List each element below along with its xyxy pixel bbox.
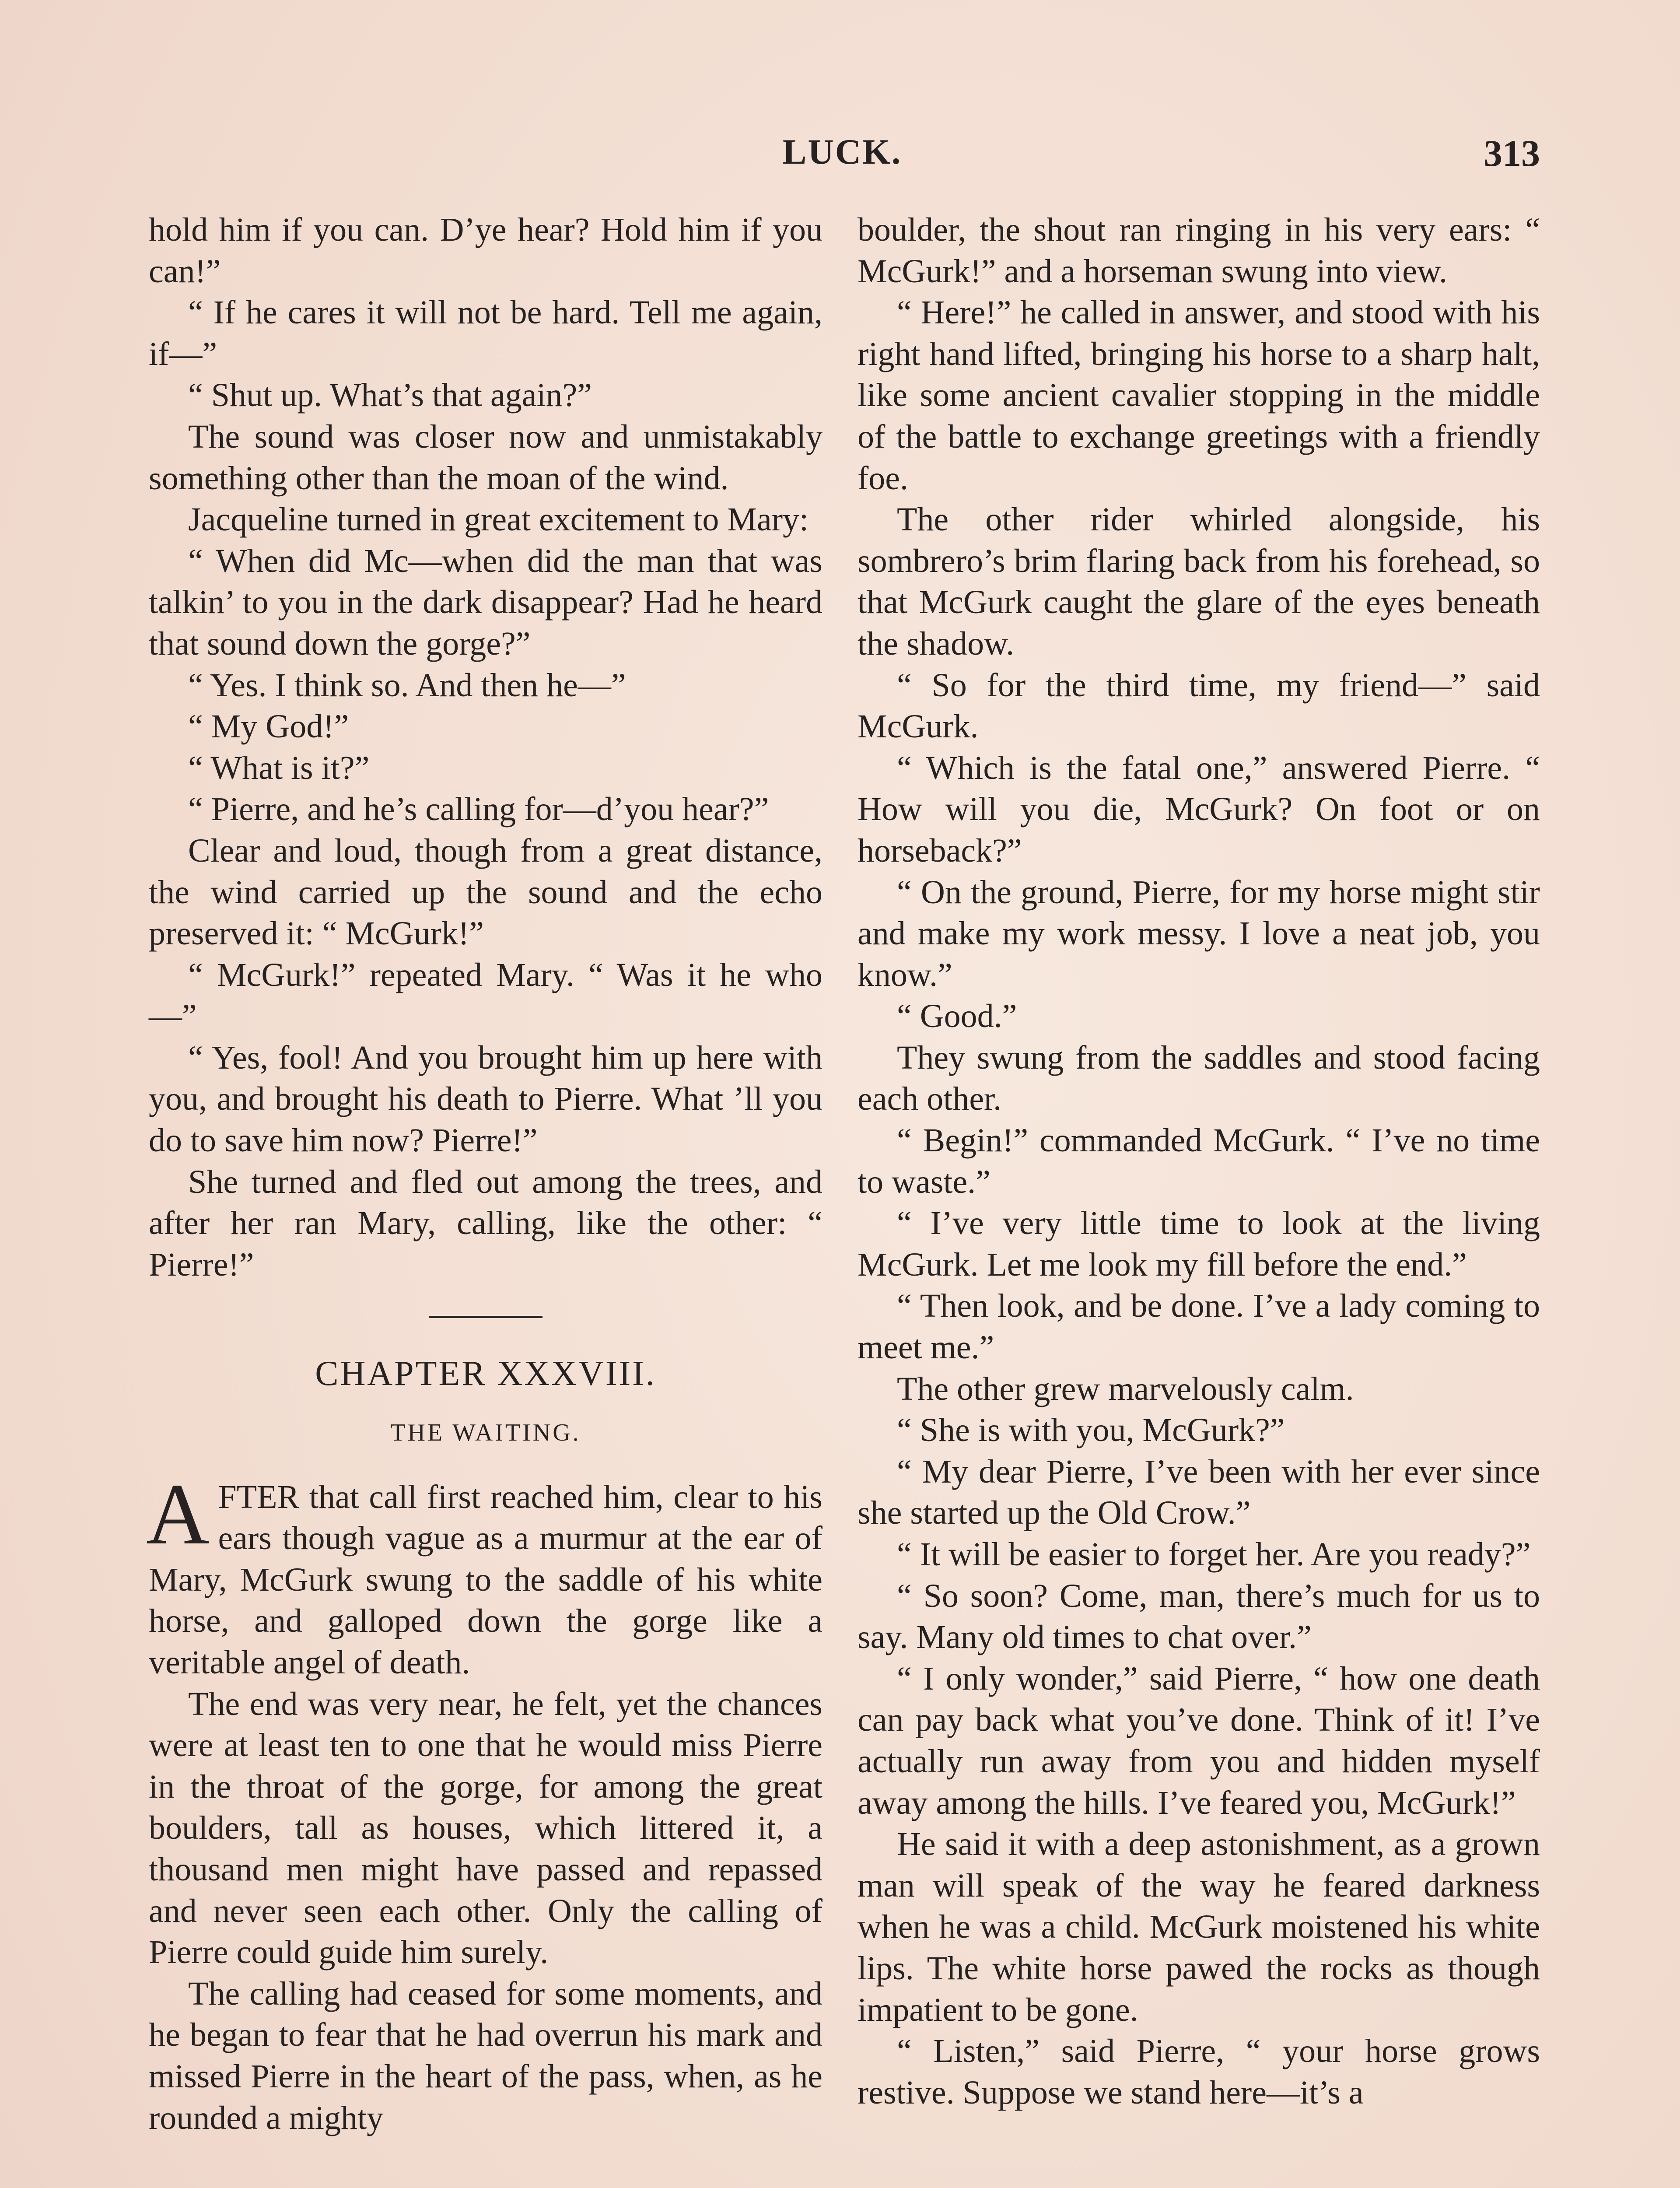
paragraph: “ Then look, and be done. I’ve a lady coming to meet me.” bbox=[858, 1287, 1540, 1366]
paragraph: “ When did Mc—when did the man that was talkin’ to you in the dark disappear? Had he heard that sound down the gorge?” bbox=[149, 542, 822, 662]
paragraph: “ So soon? Come, man, there’s much for us to say. Many old times to chat over.” bbox=[858, 1577, 1540, 1656]
paragraph: “ Good.” bbox=[897, 998, 1017, 1035]
paragraph: He said it with a deep astonishment, as a grown man will speak of the way he feared darkness when he was a child. McGurk moistened his white lips. The white horse pawed the rocks as though impatient to be gone. bbox=[858, 1826, 1540, 2028]
paragraph: “ Here!” he called in answer, and stood with his right hand lifted, bringing his horse to a sharp halt, like some ancient cavalier stopping in the middle of the battle to exchange greetings with a friendly foe. bbox=[858, 294, 1540, 497]
paragraph: “ Shut up. What’s that again?” bbox=[188, 377, 592, 414]
paragraph: Jacqueline turned in great excitement to Mary: bbox=[188, 501, 809, 538]
paragraph: The end was very near, he felt, yet the chances were at least ten to one that he would miss Pierre in the throat of the gorge, for among the great boulders, tall as houses, which littered it, a thousand men might have passed and repassed and never seen each other. Only the calling of Pierre could guide him surely. bbox=[149, 1685, 822, 1971]
page-header bbox=[144, 131, 1540, 179]
paragraph: “ Yes. I think so. And then he—” bbox=[188, 666, 626, 704]
paragraph: The other rider whirled alongside, his sombrero’s brim flaring back from his forehead, so that McGurk caught the glare of the eyes beneath the shadow. bbox=[858, 501, 1540, 662]
page-number: 313 bbox=[1484, 132, 1540, 174]
drop-cap: A bbox=[146, 1466, 210, 1563]
paragraph: The other grew marvelously calm. bbox=[897, 1370, 1354, 1407]
paragraph: hold him if you can. D’ye hear? Hold him if you can!” bbox=[149, 211, 822, 290]
paragraph: “ Yes, fool! And you brought him up here with you, and brought his death to Pierre. What ’ll you do to save him now? Pierre!” bbox=[149, 1039, 822, 1159]
paragraph: “ It will be easier to forget her. Are you ready?” bbox=[897, 1536, 1531, 1573]
paragraph: “ Which is the fatal one,” answered Pierre. “ How will you die, McGurk? On foot or on horseback?” bbox=[858, 749, 1540, 869]
opening-text: FTER that call first reached him, clear to his ears though vague as a murmur at the ear of Mary, McGurk swung to the saddle of his white horse, and galloped down the gorge like a veritable angel of death. bbox=[149, 1478, 822, 1681]
paragraph: “ Pierre, and he’s calling for—d’you hear?” bbox=[188, 791, 769, 828]
paragraph: Clear and loud, though from a great distance, the wind carried up the sound and the echo preserved it: “ McGurk!” bbox=[149, 832, 822, 952]
paragraph: The calling had ceased for some moments, and he began to fear that he had overrun his mark and missed Pierre in the heart of the pass, when, as he rounded a mighty bbox=[149, 1975, 822, 2136]
chapter-opening-paragraph bbox=[146, 1466, 822, 1683]
paragraph: “ So for the third time, my friend—” said McGurk. bbox=[858, 666, 1540, 745]
chapter-title: CHAPTER XXXVIII. bbox=[315, 1354, 656, 1393]
section-divider bbox=[429, 1316, 542, 1318]
paragraph: The sound was closer now and unmistakably something other than the moan of the wind. bbox=[149, 418, 822, 497]
paragraph: She turned and fled out among the trees, and after her ran Mary, calling, like the other: “ Pierre!” bbox=[149, 1163, 822, 1283]
paragraph: “ She is with you, McGurk?” bbox=[897, 1412, 1285, 1449]
paragraph: “ Begin!” commanded McGurk. “ I’ve no time to waste.” bbox=[858, 1122, 1540, 1200]
paragraph: “ If he cares it will not be hard. Tell me again, if—” bbox=[149, 294, 822, 372]
paragraph: “ My dear Pierre, I’ve been with her ever since she started up the Old Crow.” bbox=[858, 1453, 1540, 1532]
paragraph: “ What is it?” bbox=[188, 749, 370, 786]
paragraph: “ I’ve very little time to look at the living McGurk. Let me look my fill before the end.” bbox=[858, 1205, 1540, 1283]
paragraph: “ I only wonder,” said Pierre, “ how one death can pay back what you’ve done. Think of it! I’ve actually run away from you and hidden myself away among the hills. I’ve feared you, McGurk!” bbox=[858, 1660, 1540, 1821]
paragraph: “ Listen,” said Pierre, “ your horse grows restive. Suppose we stand here—it’s a bbox=[858, 2033, 1540, 2111]
running-title: LUCK. bbox=[782, 132, 902, 172]
paragraph: boulder, the shout ran ringing in his very ears: “ McGurk!” and a horseman swung into view. bbox=[858, 211, 1540, 290]
right-column bbox=[858, 209, 1540, 2113]
left-column bbox=[146, 209, 822, 2139]
paragraph: They swung from the saddles and stood facing each other. bbox=[858, 1039, 1540, 1118]
chapter-subtitle: THE WAITING. bbox=[390, 1419, 581, 1447]
paragraph: “ On the ground, Pierre, for my horse might stir and make my work messy. I love a neat job, you know.” bbox=[858, 873, 1540, 993]
paragraph: “ My God!” bbox=[188, 708, 349, 745]
paragraph: “ McGurk!” repeated Mary. “ Was it he who—” bbox=[149, 956, 822, 1035]
